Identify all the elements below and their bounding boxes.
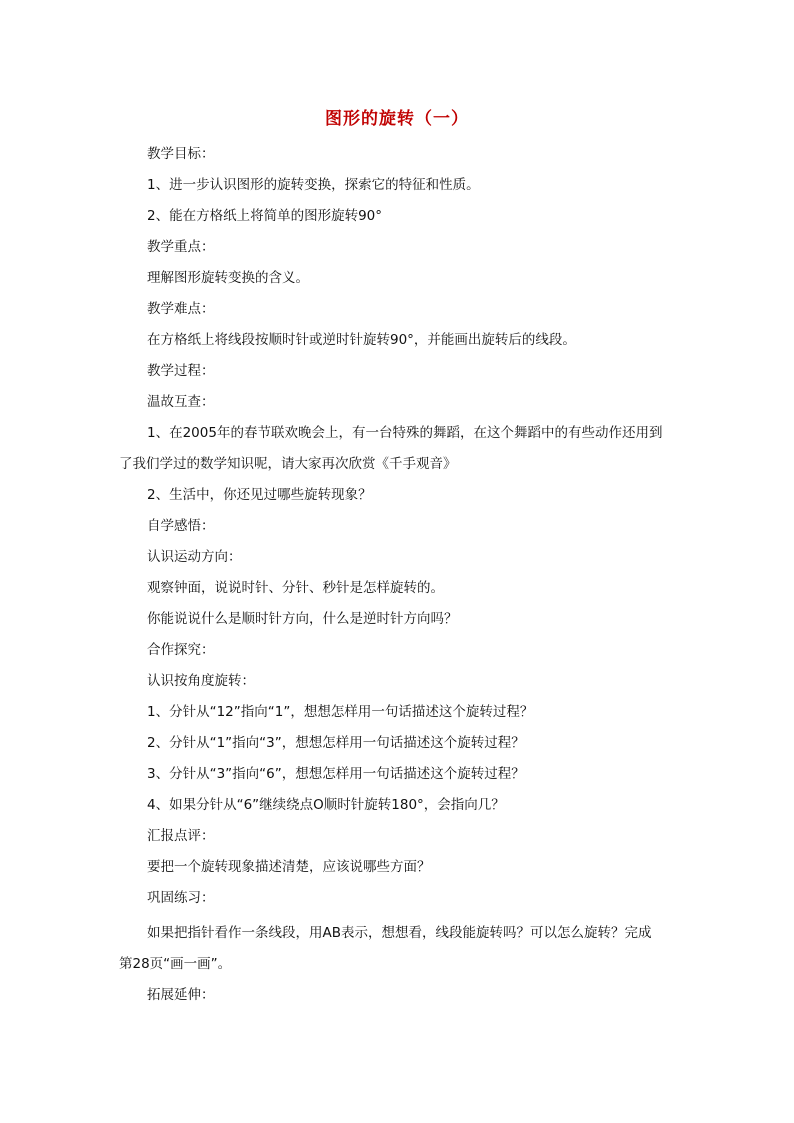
- section-heading-key-points: 教学重点：: [147, 239, 215, 255]
- objective-item-2: 2、能在方格纸上将简单的图形旋转90°: [147, 208, 383, 224]
- section-heading-self-study: 自学感悟：: [147, 518, 215, 534]
- cooperation-item-4: 4、如果分针从“6”继续绕点O顺时针旋转180°，会指向几？: [147, 797, 505, 813]
- report-text: 要把一个旋转现象描述清楚，应该说哪些方面？: [147, 859, 431, 875]
- section-heading-review: 温故互查：: [147, 394, 215, 410]
- key-point-text: 理解图形旋转变换的含义。: [147, 270, 309, 286]
- difficulty-text: 在方格纸上将线段按顺时针或逆时针旋转90°，并能画出旋转后的线段。: [147, 332, 576, 348]
- subheading-direction: 认识运动方向：: [147, 549, 242, 565]
- self-study-text-1: 观察钟面，说说时针、分针、秒针是怎样旋转的。: [147, 580, 444, 596]
- review-item-1-continued: 了我们学过的数学知识呢，请大家再次欣赏《千手观音》: [119, 456, 457, 472]
- cooperation-item-1: 1、分针从“12”指向“1”，想想怎样用一句话描述这个旋转过程？: [147, 704, 534, 720]
- section-heading-report: 汇报点评：: [147, 828, 215, 844]
- review-item-2: 2、生活中，你还见过哪些旋转现象？: [147, 487, 372, 503]
- review-item-1: 1、在2005年的春节联欢晚会上，有一台特殊的舞蹈，在这个舞蹈中的有些动作还用到: [147, 425, 663, 441]
- subheading-angle-rotation: 认识按角度旋转：: [147, 673, 255, 689]
- document-title: 图形的旋转（一）: [325, 109, 469, 129]
- section-heading-objectives: 教学目标：: [147, 146, 215, 162]
- practice-text-continued: 第28页“画一画”。: [119, 956, 232, 972]
- self-study-text-2: 你能说说什么是顺时针方向，什么是逆时针方向吗？: [147, 611, 458, 627]
- section-heading-extension: 拓展延伸：: [147, 987, 215, 1003]
- cooperation-item-2: 2、分针从“1”指向“3”，想想怎样用一句话描述这个旋转过程？: [147, 735, 525, 751]
- section-heading-difficulties: 教学难点：: [147, 301, 215, 317]
- section-heading-cooperation: 合作探究：: [147, 642, 215, 658]
- cooperation-item-3: 3、分针从“3”指向“6”，想想怎样用一句话描述这个旋转过程？: [147, 766, 525, 782]
- practice-text: 如果把指针看作一条线段，用AB表示，想想看，线段能旋转吗？可以怎么旋转？完成: [147, 925, 652, 941]
- section-heading-practice: 巩固练习：: [147, 890, 215, 906]
- section-heading-process: 教学过程：: [147, 363, 215, 379]
- objective-item-1: 1、进一步认识图形的旋转变换，探索它的特征和性质。: [147, 177, 480, 193]
